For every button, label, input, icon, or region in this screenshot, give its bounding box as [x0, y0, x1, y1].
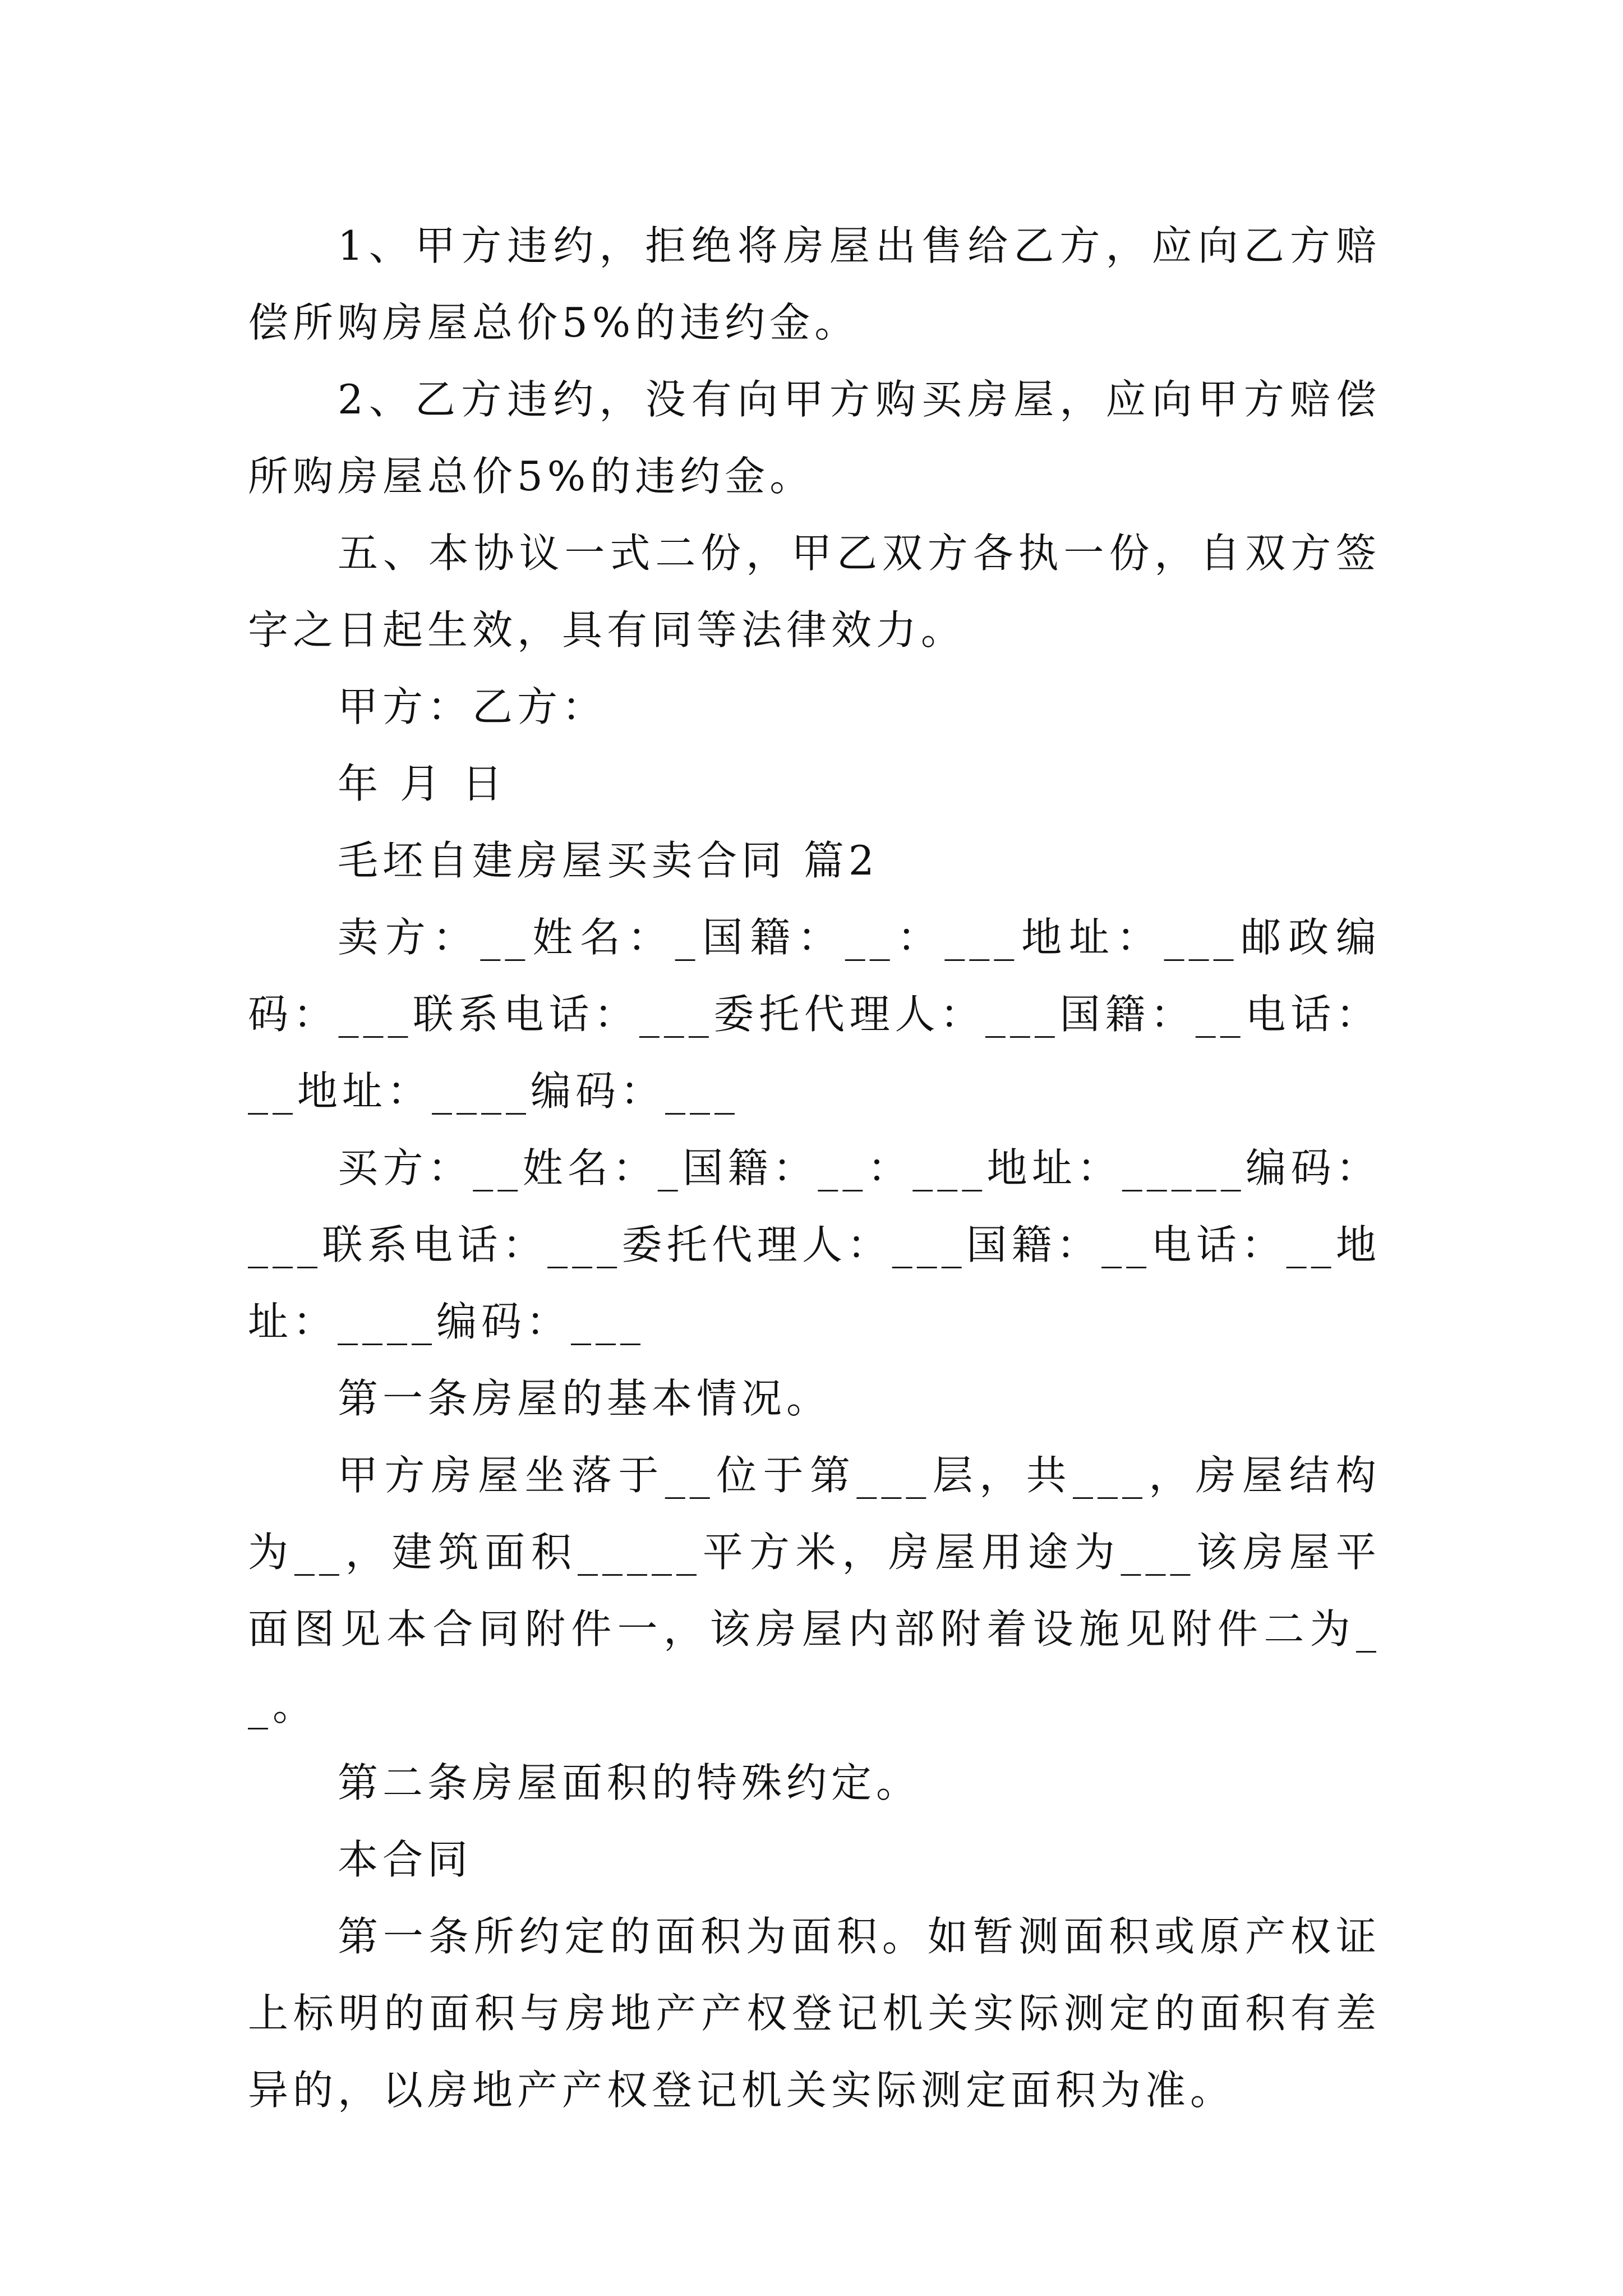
document-body — [248, 208, 1381, 2129]
article-1-body: 甲方房屋坐落于__位于第___层，共___，房屋结构为__，建筑面积_____平方米，房屋用途为___该房屋平面图见本合同附件一，该房屋内部附着设施见附件二为__。 — [248, 1452, 1381, 1729]
buyer-info: 买方：__姓名：_国籍：__：___地址：_____编码：___联系电话：___委托代理人：___国籍：__电话：__地址：____编码：___ — [248, 1144, 1381, 1345]
date-line: 年 月 日 — [338, 760, 507, 807]
seller-info: 卖方：__姓名：_国籍：__：___地址：___邮政编码：___联系电话：___委托代理人：___国籍：__电话：__地址：____编码：___ — [248, 914, 1381, 1115]
article-2-heading: 第二条房屋面积的特殊约定。 — [338, 1759, 921, 1806]
signature-line: 甲方：乙方： — [338, 683, 607, 730]
article-1-heading: 第一条房屋的基本情况。 — [338, 1375, 832, 1422]
contract-title: 毛坯自建房屋买卖合同 篇2 — [338, 837, 879, 884]
article-2-intro: 本合同 — [338, 1836, 473, 1883]
clause-party-b-breach: 2、乙方违约，没有向甲方购买房屋，应向甲方赔偿所购房屋总价5%的违约金。 — [248, 376, 1381, 500]
clause-party-a-breach: 1、甲方违约，拒绝将房屋出售给乙方，应向乙方赔偿所购房屋总价5%的违约金。 — [248, 222, 1381, 346]
clause-copies-effect: 五、本协议一式二份，甲乙双方各执一份，自双方签字之日起生效，具有同等法律效力。 — [248, 530, 1381, 654]
article-2-body: 第一条所约定的面积为面积。如暂测面积或原产权证上标明的面积与房地产产权登记机关实际测定的面积有差异的，以房地产产权登记机关实际测定面积为准。 — [248, 1913, 1381, 2114]
